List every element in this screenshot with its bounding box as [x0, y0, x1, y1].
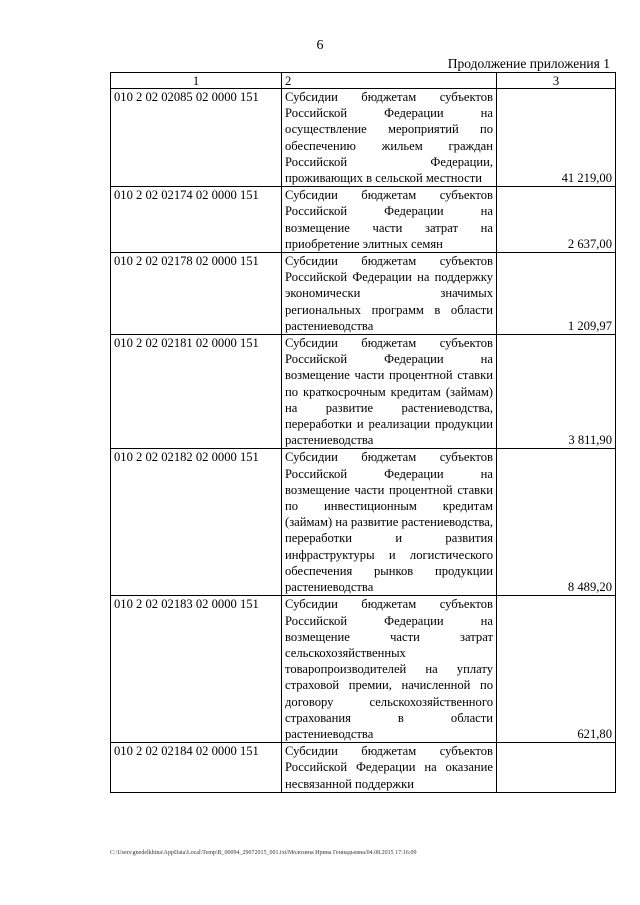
row-sum-cell: 1 209,97	[497, 253, 616, 335]
row-name-cell: Субсидии бюджетам субъектов Российской Федерации на осуществление мероприятий по обеспечению жильем граждан Российской Федерации, проживающих в сельской местности	[282, 89, 497, 187]
table-row	[111, 89, 616, 187]
row-sum-cell: 41 219,00	[497, 89, 616, 187]
table-row	[111, 335, 616, 449]
table-row	[111, 187, 616, 253]
table-row	[111, 596, 616, 743]
row-code-cell: 010 2 02 02178 02 0000 151	[111, 253, 282, 335]
row-name-cell: Субсидии бюджетам субъектов Российской Федерации на возмещение части процентной ставки по краткосрочным кредитам (займам) на развитие растениеводства, переработки и реализации продукции растениеводства	[282, 335, 497, 449]
row-code-cell: 010 2 02 02181 02 0000 151	[111, 335, 282, 449]
table-row	[111, 743, 616, 793]
row-name-cell: Субсидии бюджетам субъектов Российской Федерации на оказание несвязанной поддержки	[282, 743, 497, 793]
row-code-cell: 010 2 02 02184 02 0000 151	[111, 743, 282, 793]
row-code-cell: 010 2 02 02182 02 0000 151	[111, 449, 282, 596]
row-code-cell: 010 2 02 02183 02 0000 151	[111, 596, 282, 743]
row-code-cell: 010 2 02 02085 02 0000 151	[111, 89, 282, 187]
budget-table	[110, 72, 616, 793]
row-name-cell: Субсидии бюджетам субъектов Российской Федерации на возмещение части процентной ставки по инвестиционным кредитам (займам) на развитие растениеводства, переработки и развития инфраструктуры и логистического обеспечения рынков продукции растениеводства	[282, 449, 497, 596]
row-code-cell: 010 2 02 02174 02 0000 151	[111, 187, 282, 253]
row-sum-cell: 8 489,20	[497, 449, 616, 596]
table-header-row	[111, 73, 616, 89]
row-sum-cell: 2 637,00	[497, 187, 616, 253]
row-name-cell: Субсидии бюджетам субъектов Российской Федерации на возмещение части затрат сельскохозяйственных товаропроизводителей на уплату страховой премии, начисленной по договору сельскохозяйственного страхования в области растениеводства	[282, 596, 497, 743]
page-number: 6	[316, 38, 324, 53]
header-col-3: 3	[497, 73, 616, 89]
row-sum-cell: 3 811,90	[497, 335, 616, 449]
row-sum-cell	[497, 743, 616, 793]
appendix-continuation: Продолжение приложения 1	[447, 56, 610, 71]
row-sum-cell: 621,80	[497, 596, 616, 743]
header-col-2: 2	[282, 73, 497, 89]
table-row	[111, 253, 616, 335]
row-name-cell: Субсидии бюджетам субъектов Российской Федерации на возмещение части затрат на приобретение элитных семян	[282, 187, 497, 253]
footer-path: C:\Users\gnedelkhina\AppData\Local\Temp\B_00094_29072015_001.txt/Молозина Ирина Геннадьевна/04.08.2015 17:16:09	[110, 850, 417, 856]
row-name-cell: Субсидии бюджетам субъектов Российской Федерации на поддержку экономически значимых региональных программ в области растениеводства	[282, 253, 497, 335]
header-col-1: 1	[111, 73, 282, 89]
table-row	[111, 449, 616, 596]
